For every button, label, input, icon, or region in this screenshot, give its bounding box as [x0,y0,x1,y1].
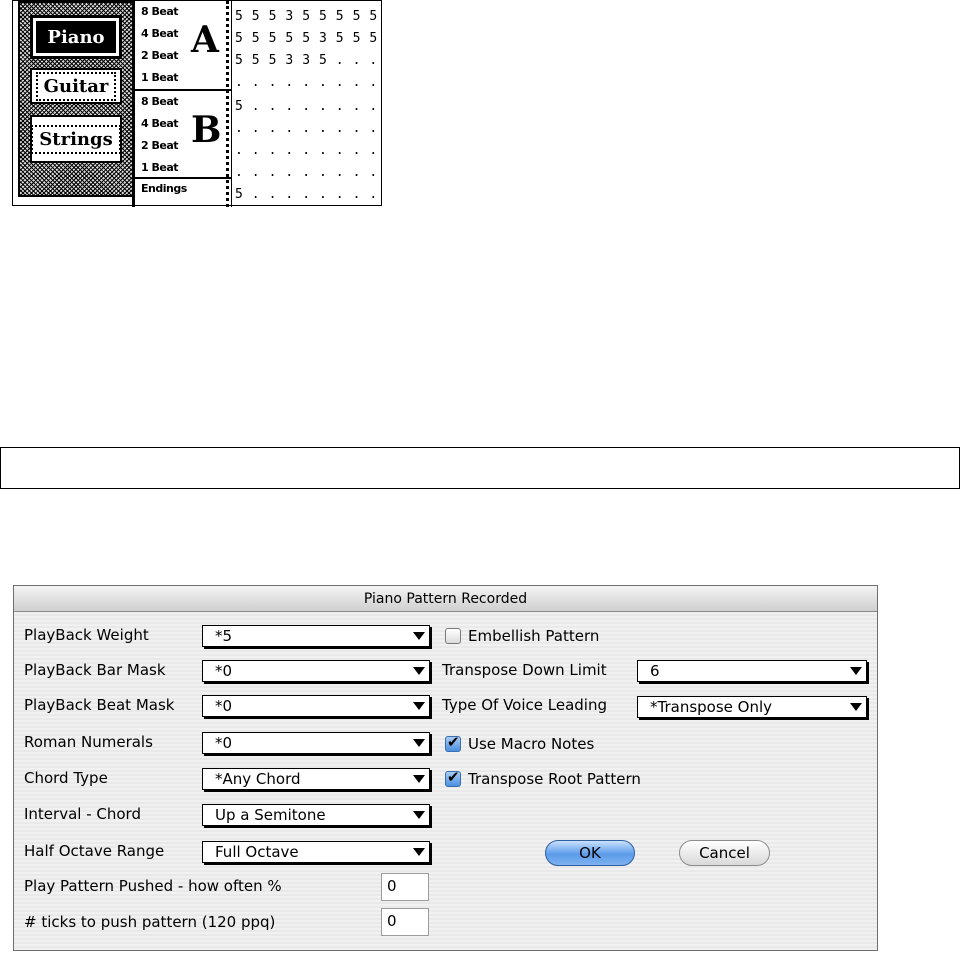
instrument-column [18,1,134,197]
instrument-label-piano: Piano [47,26,105,48]
pattern-grid-cell[interactable]: . [369,187,378,202]
chevron-down-icon [413,811,425,819]
pattern-grid-cell[interactable]: 5 [352,9,361,24]
group-divider [135,89,232,91]
transpose-down-limit-select[interactable] [637,660,867,682]
pattern-grid-cell[interactable]: . [318,165,327,180]
grid-separator [226,1,234,207]
ok-button[interactable]: OK [545,840,635,866]
beat-label-a-8: 8 Beat [141,5,179,18]
chevron-down-icon [850,667,862,675]
pattern-grid-cell[interactable]: 5 [235,31,243,46]
pattern-grid-cell[interactable]: . [302,187,311,202]
pattern-grid-cell[interactable]: 5 [268,9,277,24]
playback-weight-value: *5 [215,627,233,645]
voice-leading-select[interactable] [637,696,867,718]
pattern-grid-cell[interactable]: . [285,143,294,158]
pattern-grid-cell[interactable]: 5 [251,53,260,68]
pattern-panel [12,0,382,206]
pattern-grid-row [235,53,386,68]
pattern-grid-cell[interactable]: . [335,75,344,90]
pattern-grid-cell[interactable]: . [268,143,277,158]
instrument-label-guitar: Guitar [36,72,117,101]
chord-type-value: *Any Chord [215,770,301,788]
dialog-title: Piano Pattern Recorded [14,586,877,612]
playback-beat-mask-value: *0 [215,697,233,715]
pattern-grid-cell[interactable]: . [285,187,294,202]
chord-type-label: Chord Type [24,769,108,787]
pattern-grid-cell[interactable]: . [369,121,378,136]
pattern-grid-cell[interactable]: 5 [318,53,327,68]
endings-divider [135,177,232,179]
pattern-grid-cell[interactable]: . [335,121,344,136]
group-b-letter: B [191,109,222,151]
pattern-grid-cell[interactable]: . [352,53,361,68]
half-octave-range-value: Full Octave [215,843,299,861]
pattern-grid-cell[interactable]: . [369,143,378,158]
beat-label-b-2: 2 Beat [141,139,179,152]
pattern-grid-cell[interactable]: . [335,187,344,202]
pattern-grid-row [235,9,386,24]
pattern-grid-cell[interactable]: . [251,121,260,136]
pattern-grid-cell[interactable]: . [251,165,260,180]
pattern-grid-cell[interactable]: . [335,53,344,68]
pattern-grid-cell[interactable]: . [268,187,277,202]
beat-label-b-1: 1 Beat [141,161,179,174]
pattern-grid-cell[interactable]: . [352,121,361,136]
cancel-button[interactable]: Cancel [679,840,770,866]
beat-label-a-1: 1 Beat [141,71,179,84]
beat-label-a-2: 2 Beat [141,49,179,62]
transpose-root-checkbox[interactable] [445,771,461,787]
interval-chord-select[interactable] [202,804,430,826]
interval-chord-label: Interval - Chord [24,805,141,823]
pattern-grid-cell[interactable]: 5 [268,31,277,46]
pattern-grid-cell[interactable]: 5 [302,9,311,24]
pattern-grid-cell[interactable]: 3 [302,53,311,68]
interval-chord-value: Up a Semitone [215,806,326,824]
pattern-grid-cell[interactable]: . [302,121,311,136]
playback-bar-mask-value: *0 [215,662,233,680]
voice-leading-value: *Transpose Only [650,698,773,716]
pattern-grid-cell[interactable]: 5 [318,9,327,24]
pattern-grid-cell[interactable]: 5 [302,31,311,46]
playback-bar-mask-select[interactable] [202,660,430,682]
push-ticks-label: # ticks to push pattern (120 ppq) [24,913,276,931]
half-octave-range-label: Half Octave Range [24,842,165,860]
pattern-grid-cell[interactable]: . [251,187,260,202]
pattern-grid-cell[interactable]: . [235,121,243,136]
transpose-root-label: Transpose Root Pattern [468,770,641,788]
chevron-down-icon [413,739,425,747]
chevron-down-icon [413,702,425,710]
beat-label-b-8: 8 Beat [141,95,179,108]
pattern-grid-cell[interactable]: 5 [285,31,294,46]
pattern-grid-cell[interactable]: . [369,165,378,180]
roman-numerals-value: *0 [215,734,233,752]
pattern-grid-cell[interactable]: 5 [352,31,361,46]
group-a-letter: A [191,19,219,61]
pattern-grid-cell[interactable]: . [352,165,361,180]
pattern-grid-cell[interactable]: . [335,165,344,180]
chevron-down-icon [413,848,425,856]
pattern-grid-cell[interactable]: . [318,75,327,90]
playback-beat-mask-label: PlayBack Beat Mask [24,696,175,714]
playback-bar-mask-label: PlayBack Bar Mask [24,661,166,679]
push-often-field[interactable]: 0 [381,873,429,901]
pattern-grid-cell[interactable]: 5 [235,53,243,68]
pattern-grid-cell[interactable]: 3 [285,9,294,24]
push-often-label: Play Pattern Pushed - how often % [24,877,282,895]
pattern-grid-cell[interactable]: . [318,143,327,158]
pattern-grid-cell[interactable]: . [352,99,361,114]
roman-numerals-label: Roman Numerals [24,733,153,751]
pattern-grid-cell[interactable]: . [369,99,378,114]
chevron-down-icon [413,667,425,675]
chord-type-select[interactable] [202,768,430,790]
instrument-button-strings[interactable] [30,115,122,163]
instrument-button-piano[interactable] [30,15,122,59]
pattern-grid-cell[interactable]: 5 [335,31,344,46]
pattern-grid-cell[interactable]: . [285,75,294,90]
pattern-grid-row [235,31,386,46]
push-ticks-field[interactable]: 0 [381,908,429,936]
pattern-grid-cell[interactable]: . [302,143,311,158]
pattern-grid-cell[interactable]: . [302,75,311,90]
chevron-down-icon [413,632,425,640]
pattern-grid-cell[interactable]: . [352,143,361,158]
pattern-grid-cell[interactable]: . [235,165,243,180]
pattern-grid-row [235,75,386,90]
endings-label: Endings [141,182,187,195]
pattern-grid-cell[interactable]: 3 [318,31,327,46]
playback-beat-mask-select[interactable] [202,695,430,717]
beat-label-column [132,1,232,207]
pattern-grid-row [235,143,386,158]
instrument-label-strings: Strings [31,125,120,154]
pattern-grid-cell[interactable]: . [285,165,294,180]
playback-weight-label: PlayBack Weight [24,626,149,644]
embellish-label: Embellish Pattern [468,627,600,645]
pattern-grid-cell[interactable]: . [335,143,344,158]
embellish-checkbox[interactable] [445,628,461,644]
pattern-grid-cell[interactable]: . [302,165,311,180]
pattern-grid-cell[interactable]: . [268,75,277,90]
piano-pattern-dialog [13,585,878,951]
pattern-grid-cell[interactable]: . [335,99,344,114]
pattern-grid-cell[interactable]: 5 [335,9,344,24]
pattern-grid-cell[interactable]: . [352,187,361,202]
chevron-down-icon [413,775,425,783]
roman-numerals-select[interactable] [202,732,430,754]
pattern-grid-cell[interactable]: . [251,75,260,90]
voice-leading-label: Type Of Voice Leading [442,696,607,714]
pattern-grid-cell[interactable]: 5 [235,9,243,24]
pattern-grid-cell[interactable]: 3 [285,53,294,68]
beat-label-b-4: 4 Beat [141,117,179,130]
pattern-grid-row [235,165,386,180]
pattern-grid-row [235,99,386,114]
pattern-grid-row [235,121,386,136]
empty-text-box [0,447,960,489]
pattern-grid-cell[interactable]: 5 [369,31,378,46]
pattern-grid-cell[interactable]: 5 [235,99,243,114]
pattern-grid-cell[interactable]: . [268,121,277,136]
pattern-grid-cell[interactable]: . [251,143,260,158]
macro-notes-checkbox[interactable] [445,736,461,752]
chevron-down-icon [850,703,862,711]
pattern-grid-cell[interactable]: . [318,121,327,136]
pattern-grid-cell[interactable]: 5 [235,187,243,202]
pattern-grid-cell[interactable]: . [285,121,294,136]
pattern-grid-cell[interactable]: . [369,75,378,90]
pattern-grid-cell[interactable]: 5 [268,53,277,68]
pattern-grid-cell[interactable]: . [235,75,243,90]
playback-weight-select[interactable] [202,625,430,647]
pattern-grid-cell[interactable]: . [268,165,277,180]
pattern-grid-row [235,187,386,202]
pattern-grid-cell[interactable]: 5 [369,9,378,24]
pattern-grid-cell[interactable]: . [302,99,311,114]
pattern-grid-cell[interactable]: . [235,143,243,158]
instrument-button-guitar[interactable] [30,68,122,104]
pattern-grid-cell[interactable]: . [318,187,327,202]
pattern-grid-cell[interactable]: . [251,99,260,114]
beat-label-a-4: 4 Beat [141,27,179,40]
transpose-down-limit-label: Transpose Down Limit [442,661,607,679]
pattern-grid-cell[interactable]: . [285,99,294,114]
pattern-grid-cell[interactable]: . [369,53,378,68]
pattern-grid-cell[interactable]: . [352,75,361,90]
pattern-grid-cell[interactable]: 5 [251,9,260,24]
pattern-grid-cell[interactable]: 5 [251,31,260,46]
pattern-grid-cell[interactable]: . [268,99,277,114]
macro-notes-label: Use Macro Notes [468,735,595,753]
half-octave-range-select[interactable] [202,841,430,863]
transpose-down-limit-value: 6 [650,662,660,680]
pattern-grid-cell[interactable]: . [318,99,327,114]
